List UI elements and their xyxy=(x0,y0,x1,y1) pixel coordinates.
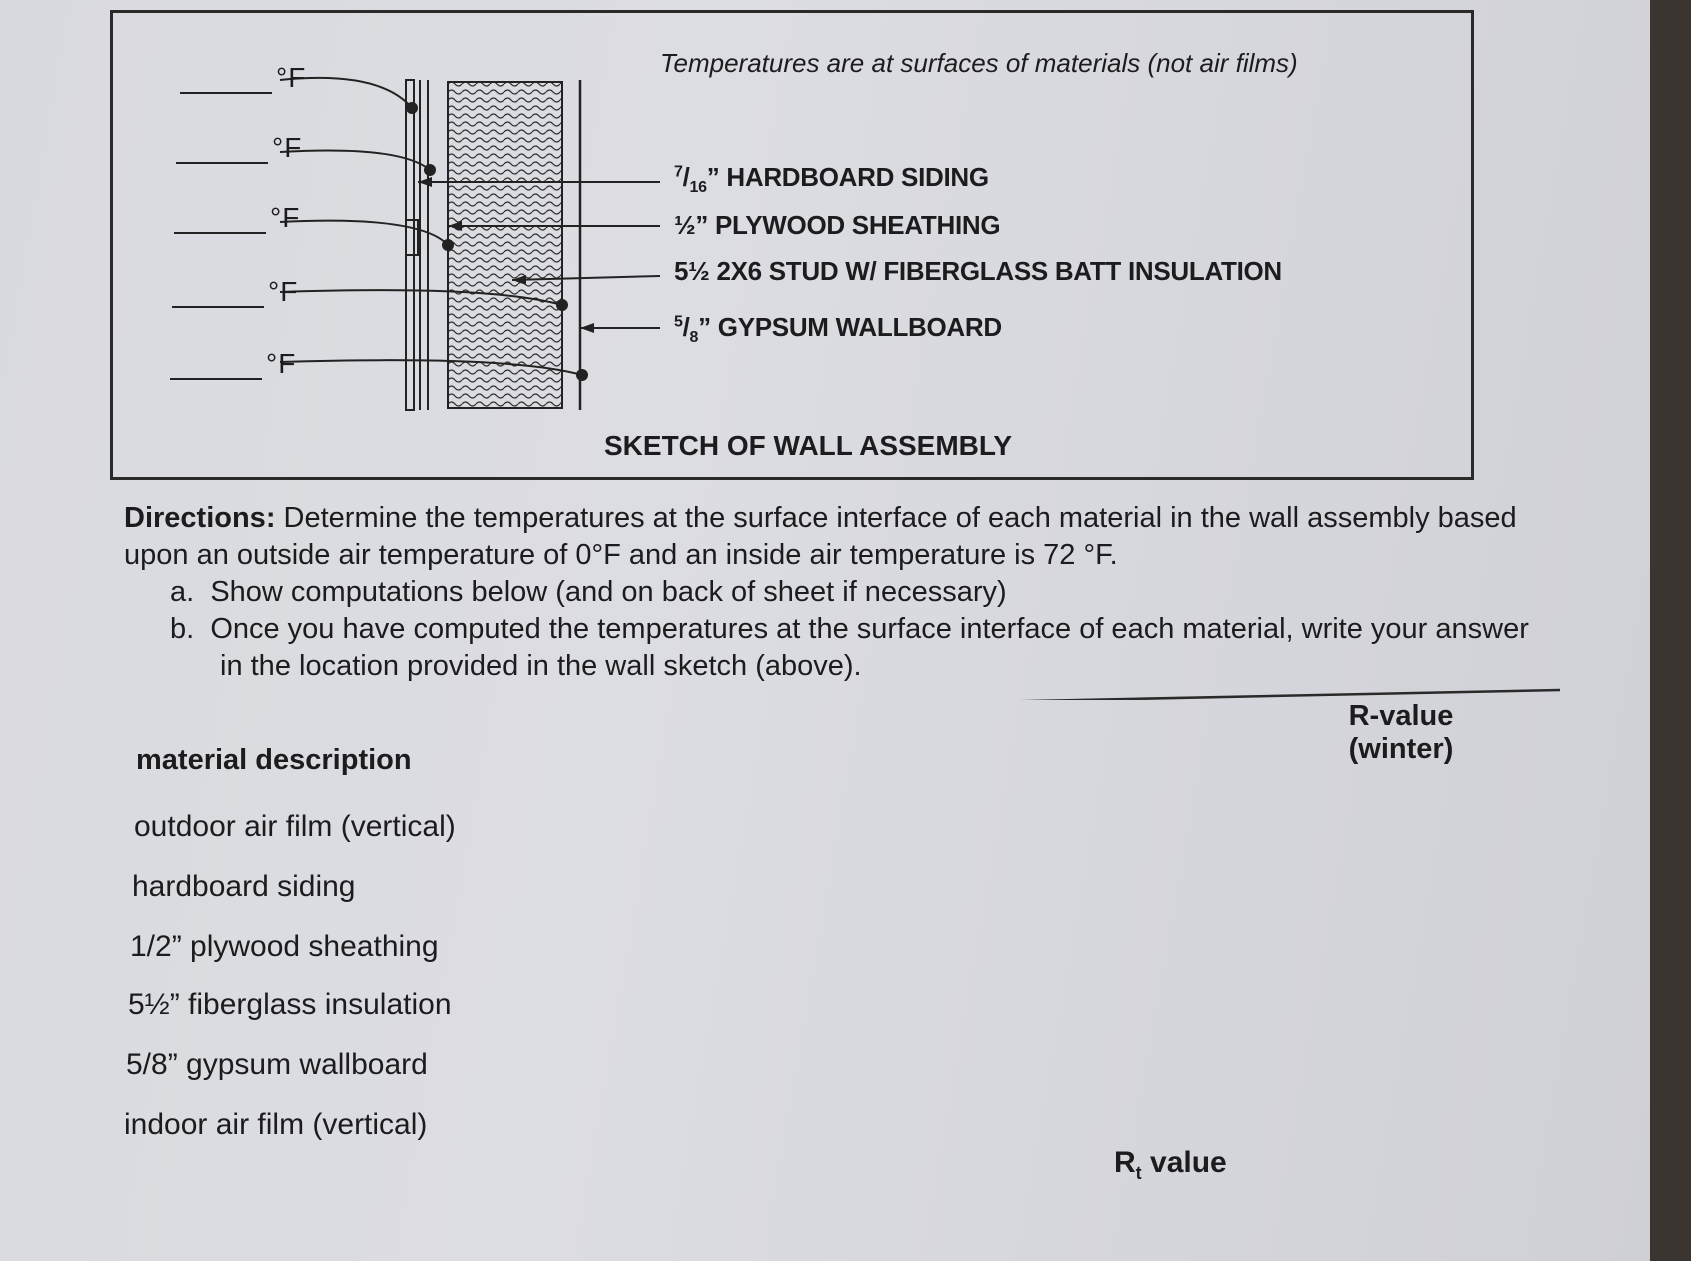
column-header-r-value: R-value (winter) xyxy=(1348,700,1454,765)
sketch-title: SKETCH OF WALL ASSEMBLY xyxy=(604,430,1013,461)
directions xyxy=(124,500,1544,685)
label-hardboard-siding: $^7/_{16}$” HARDBOARD SIDING xyxy=(674,162,989,197)
column-header-material: material description xyxy=(136,744,412,776)
temp-blank-2[interactable]: °F xyxy=(176,132,302,164)
label-plywood-sheathing: ½” PLYWOOD SHEATHING xyxy=(674,210,1001,240)
surface-temperature-note: Temperatures are at surfaces of materials (not air films) xyxy=(660,48,1298,78)
temp-blank-5[interactable]: °F xyxy=(170,348,296,380)
plywood-sheathing-layer xyxy=(406,220,418,255)
directions-text: Determine the temperatures at the surface interface of each material in the wall assembly based upon an outside air temperature of 0°F and an inside air temperature is 72 °F. xyxy=(124,502,1517,571)
temp-blank-4[interactable]: °F xyxy=(172,276,298,308)
temp-blank-3[interactable]: °F xyxy=(174,202,300,234)
table-row: 1/2” plywood sheathing xyxy=(130,930,439,963)
table-row: outdoor air film (vertical) xyxy=(134,810,456,843)
table-row: indoor air film (vertical) xyxy=(124,1108,428,1141)
table-row: 5/8” gypsum wallboard xyxy=(126,1048,428,1081)
table-row: hardboard siding xyxy=(132,870,356,903)
directions-item-b: b. Once you have computed the temperatures at the surface interface of each material, write your answer in the location provided in the wall sketch (above). xyxy=(170,613,1529,682)
table-row: 5½” fiberglass insulation xyxy=(128,988,452,1021)
directions-heading: Directions: xyxy=(124,502,276,534)
label-stud-insulation: 5½ 2X6 STUD W/ FIBERGLASS BATT INSULATION xyxy=(674,256,1282,286)
fiberglass-insulation-layer xyxy=(448,82,562,408)
label-gypsum-wallboard: $^5/_8$” GYPSUM WALLBOARD xyxy=(674,312,1002,347)
rt-value-label: $R_t$ value xyxy=(1114,1146,1227,1183)
r-value-table-grid xyxy=(100,690,1600,700)
temp-blank-1[interactable]: °F xyxy=(180,62,306,94)
directions-item-a: a. Show computations below (and on back of sheet if necessary) xyxy=(170,576,1007,608)
